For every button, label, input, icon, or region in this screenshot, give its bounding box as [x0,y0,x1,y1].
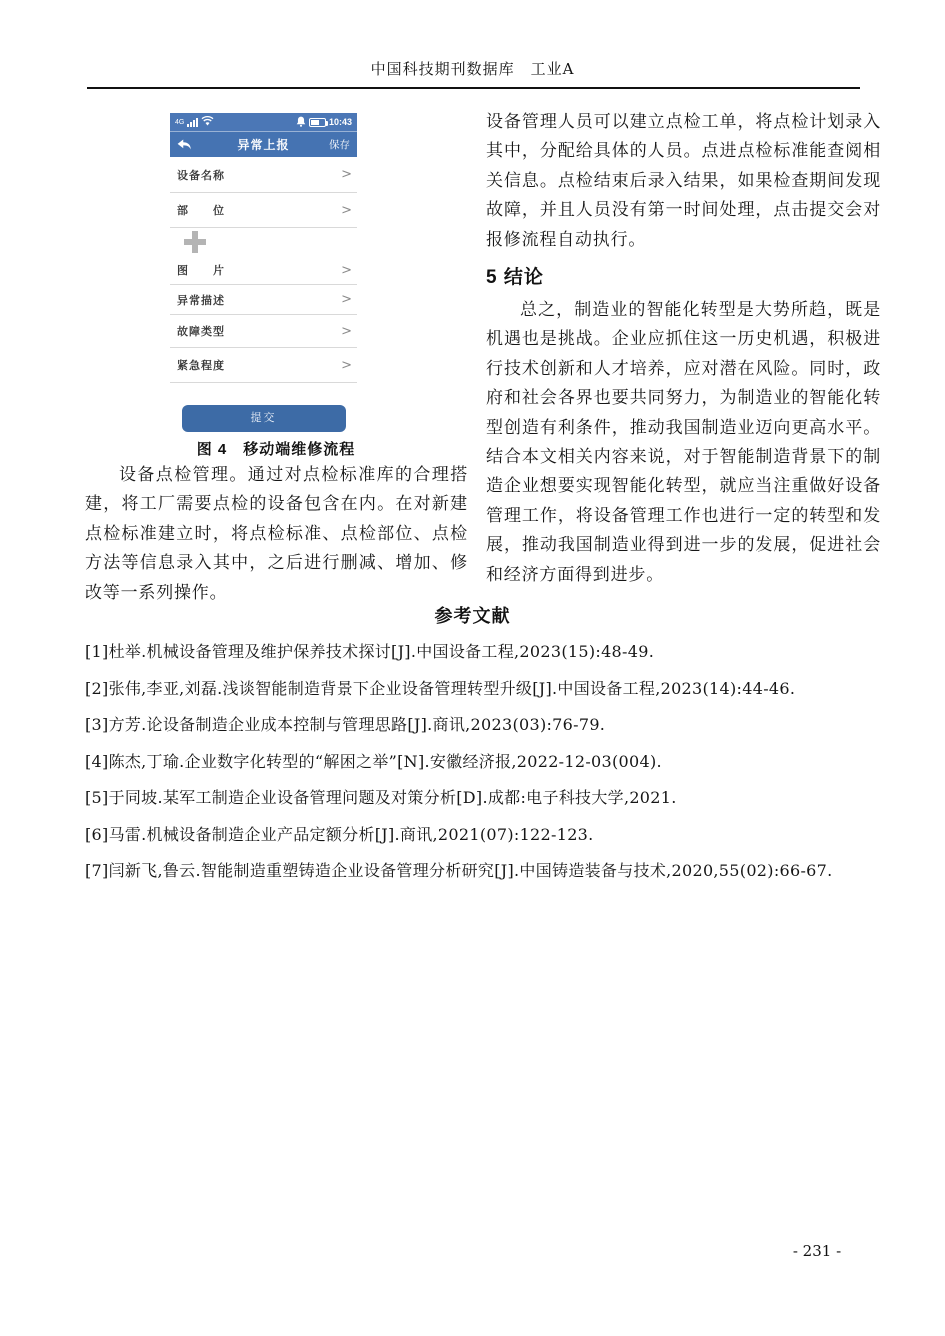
field-label: 紧急程度 [177,360,225,372]
field-label: 异常描述 [177,294,225,307]
references-list [85,634,880,890]
chevron-right-icon: > [341,167,353,182]
header-divider [87,87,860,89]
network-type-label: 4G [175,118,185,126]
reference-item: [4]陈杰,丁瑜.企业数字化转型的“解困之举”[N].安徽经济报,2022-12-03(004). [85,751,662,771]
mobile-app-figure [170,113,357,432]
field-label: 部 位 [177,205,225,217]
chevron-right-icon: > [341,323,353,339]
save-button[interactable]: 保存 [329,139,350,151]
reference-item: [3]方芳.论设备制造企业成本控制与管理思路[J].商讯,2023(03):76-79. [85,715,606,734]
screen-title: 异常上报 [237,138,290,152]
reference-item: [2]张伟,李亚,刘磊.浅谈智能制造背景下企业设备管理转型升级[J].中国设备工程,2023(14):44-46. [85,678,796,698]
page-number: - 231 - [792,1242,842,1260]
reference-item: [6]马雷.机械设备制造企业产品定额分析[J].商讯,2021(07):122-123. [85,824,594,844]
field-row-picture[interactable] [170,256,357,285]
submit-button[interactable]: 提交 [182,405,346,432]
figure-caption: 图 4 移动端维修流程 [196,441,356,458]
chevron-right-icon: > [341,202,353,218]
left-column-paragraph: 设备点检管理。通过对点检标准库的合理搭建，将工厂需要点检的设备包含在内。在对新建点检标准建立时，将点检标准、点检部位、点检方法等信息录入其中，之后进行删减、增加、修改等一系列操作。 [85,465,468,603]
field-row-fault-type[interactable] [170,315,357,348]
status-left-group [175,116,214,128]
back-arrow-icon [177,138,192,151]
field-row-urgency-level[interactable] [170,348,357,383]
battery-icon [309,118,326,127]
chevron-right-icon: > [341,292,353,307]
right-column-paragraph-2: 总之，制造业的智能化转型是大势所趋，既是机遇也是挑战。企业应抓住这一历史机遇，积极进行技术创新和人才培养，应对潜在风险。同时，政府和社会各界也要共同努力，为制造业的智能化转型创造有利条件，推动我国制造业迈向更高水平。结合本文相关内容来说，对于智能制造背景下的制造企业想要实现智能化转型，就应当注重做好设备管理工作，将设备管理工作也进行一定的转型和发展，推动我国制造业得到进一步的发展，促进社会和经济方面得到进步。 [486,300,881,585]
reference-item: [1]杜举.机械设备管理及维护保养技术探讨[J].中国设备工程,2023(15):48-49. [85,642,655,661]
field-label: 图 片 [177,265,225,277]
right-column-paragraph-1: 设备管理人员可以建立点检工单，将点检计划录入其中，分配给具体的人员。点进点检标准能查阅相关信息。点检结束后录入结果，如果检查期间发现故障，并且人员没有第一时间处理，点击提交会对报修流程自动执行。 [486,112,881,250]
field-label: 设备名称 [177,169,225,182]
reference-item: [5]于同坡.某军工制造企业设备管理问题及对策分析[D].成都:电子科技大学,2021. [85,788,677,807]
field-row-anomaly-description[interactable] [170,285,357,315]
back-button[interactable] [177,138,192,151]
chevron-right-icon: > [341,262,353,278]
clock-time: 10:43 [328,117,352,127]
photo-add-area[interactable] [170,228,357,256]
plus-icon [184,231,206,253]
bell-icon [296,116,306,129]
field-row-device-name[interactable] [170,157,357,193]
references-heading: 参考文献 [434,606,511,626]
wifi-icon [201,116,214,128]
signal-bars-icon [187,118,198,127]
phone-nav-bar [170,131,357,157]
chevron-right-icon: > [341,357,353,373]
section-heading-conclusion: 5 结论 [486,267,544,288]
status-right-group [296,116,352,129]
journal-header: 中国科技期刊数据库 工业A [370,60,575,78]
field-label: 故障类型 [177,326,225,338]
phone-status-bar [170,113,357,131]
reference-item: [7]闫新飞,鲁云.智能制造重塑铸造企业设备管理分析研究[J].中国铸造装备与技术,2020,55(02):66-67. [85,861,833,880]
field-row-part[interactable] [170,193,357,228]
